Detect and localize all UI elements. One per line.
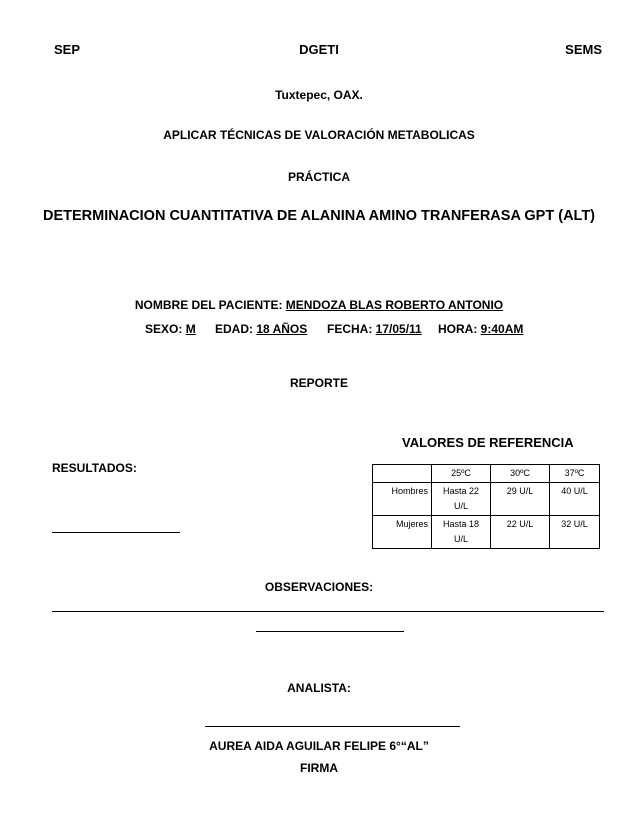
table-cell: Hasta 22 U/L [432,483,491,516]
analyst-name: AUREA AIDA AGUILAR FELIPE 6°“AL” [209,739,429,753]
observations-label: OBSERVACIONES: [264,580,374,594]
table-cell: Hasta 18 U/L [432,516,491,549]
header-sems: SEMS [565,42,602,57]
table-row [373,483,600,516]
sex-value: M [185,322,196,336]
table-row [373,516,600,549]
location: Tuxtepec, OAX. [275,88,363,102]
practice-label: PRÁCTICA [288,170,350,184]
table-cell [373,465,432,483]
table-header-row [373,465,600,483]
sex-label: SEXO: [145,322,183,336]
table-cell: 29 U/L [491,483,550,516]
results-label: RESULTADOS: [52,461,137,475]
table-cell: 22 U/L [491,516,550,549]
patient-time [438,322,523,336]
table-cell: 37ºC [550,465,600,483]
reference-title: VALORES DE REFERENCIA [402,435,574,450]
report-label: REPORTE [289,376,348,390]
patient-name-value: MENDOZA BLAS ROBERTO ANTONIO [285,298,504,312]
analyst-label: ANALISTA: [287,681,351,695]
header-sep: SEP [54,42,81,57]
age-label: EDAD: [215,322,253,336]
reference-table [372,464,600,549]
patient-date [327,322,422,336]
signature-label: FIRMA [300,761,338,775]
table-cell: 25ºC [432,465,491,483]
subject-line: APLICAR TÉCNICAS DE VALORACIÓN METABOLICAS [163,128,475,142]
document-title: DETERMINACION CUANTITATIVA DE ALANINA AMINO TRANFERASA GPT (ALT) [42,208,596,224]
patient-age [215,322,307,336]
observations-line-short [256,631,404,632]
date-value: 17/05/11 [375,322,422,336]
signature-line [205,726,460,727]
time-value: 9:40AM [480,322,524,336]
time-label: HORA: [438,322,478,336]
date-label: FECHA: [327,322,373,336]
results-line [52,532,180,533]
patient-name-label: NOMBRE DEL PACIENTE: [134,298,283,312]
table-cell: 30ºC [491,465,550,483]
patient-name-line [0,298,638,312]
header-dgeti: DGETI [299,42,339,57]
observations-line [52,611,604,612]
patient-sex [145,322,196,336]
table-cell: Mujeres [373,516,432,549]
table-cell: 40 U/L [550,483,600,516]
table-cell: Hombres [373,483,432,516]
table-cell: 32 U/L [550,516,600,549]
age-value: 18 AÑOS [256,322,308,336]
